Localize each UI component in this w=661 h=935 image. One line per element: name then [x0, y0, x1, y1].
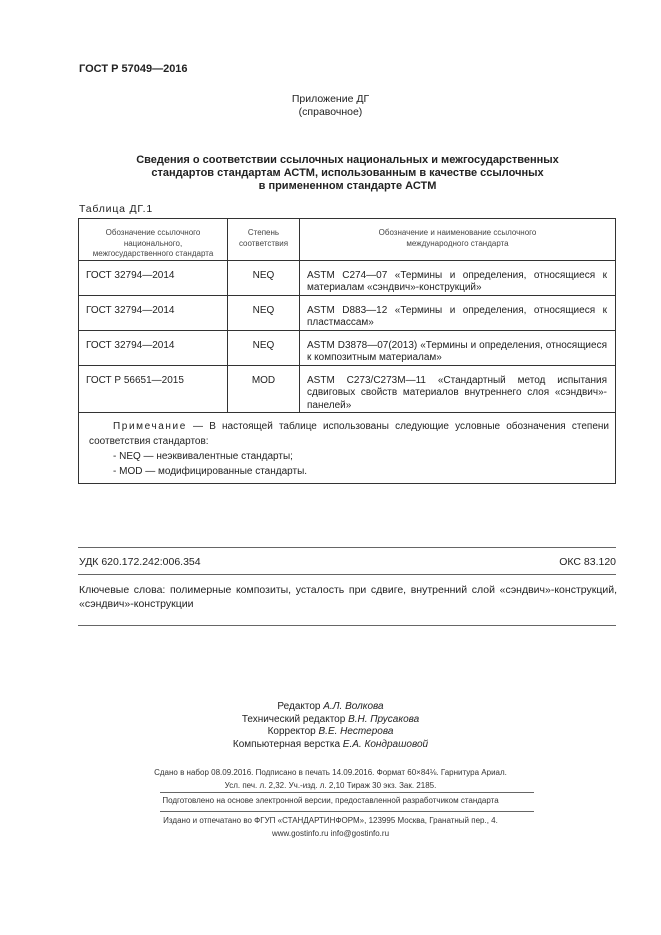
note-item: - NEQ — неэквивалентные стандарты;: [113, 451, 293, 462]
divider: [78, 625, 616, 626]
credit-line: Компьютерная верстка Е.А. Кондрашовой: [232, 738, 429, 750]
table-row: [79, 330, 616, 365]
cell-international: ASTM C273/C273M—11 «Стандартный метод испытания сдвиговых свойств материалов внутреннего слоя «сэндвич»-панелей»: [300, 365, 616, 413]
cell-national: ГОСТ 32794—2014: [79, 295, 228, 330]
divider: [160, 792, 534, 793]
credit-line: Редактор А.Л. Волкова: [277, 701, 384, 712]
table-caption: Таблица ДГ.1: [79, 203, 153, 215]
appendix-heading: [0, 93, 661, 119]
note-item: - MOD — модифицированные стандарты.: [113, 466, 308, 477]
oks-code: ОКС 83.120: [559, 556, 616, 568]
section-title: [110, 154, 585, 193]
correspondence-table: [78, 218, 616, 484]
cell-national: ГОСТ 32794—2014: [79, 260, 228, 295]
appendix-title: Приложение ДГ: [291, 93, 370, 105]
section-title-line: стандартов стандартам АСТМ, использованным в качестве ссылочных: [151, 167, 544, 179]
note-text: — В настоящей таблице использованы следующие условные обозначения степени соответствия стандартов:: [89, 421, 609, 447]
divider: [160, 811, 534, 812]
appendix-subtitle: (справочное): [298, 106, 363, 118]
section-title-line: Сведения о соответствии ссылочных национальных и межгосударственных: [136, 154, 559, 166]
credit-line: Корректор В.Е. Нестерова: [267, 726, 394, 737]
cell-degree: NEQ: [228, 295, 300, 330]
divider: [78, 547, 616, 548]
udk-code: УДК 620.172.242:006.354: [79, 556, 201, 568]
table-note: [79, 413, 616, 484]
table-row: [79, 365, 616, 413]
publisher-info: Издано и отпечатано во ФГУП «СТАНДАРТИНФОРМ», 123995 Москва, Гранатный пер., 4. www.gostinfo.ru info@gostinfo.ru: [163, 816, 498, 838]
section-title-line: в примененном стандарте АСТМ: [258, 180, 437, 192]
column-header-international: Обозначение и наименование ссылочного международного стандарта: [300, 219, 616, 261]
keywords: Ключевые слова: полимерные композиты, усталость при сдвиге, внутренний слой «сэндвич»-конструкций, «сэндвич»-конструкции: [79, 584, 617, 610]
cell-degree: NEQ: [228, 330, 300, 365]
table-row: [79, 260, 616, 295]
basis-note: Подготовлено на основе электронной версии, предоставленной разработчиком стандарта: [162, 796, 499, 805]
document-id: ГОСТ Р 57049—2016: [79, 63, 188, 75]
table-note-row: [79, 413, 616, 484]
credit-line: Технический редактор В.Н. Прусакова: [241, 713, 420, 725]
cell-international: ASTM D883—12 «Термины и определения, относящиеся к пластмассам»: [300, 295, 616, 330]
cell-national: ГОСТ 32794—2014: [79, 330, 228, 365]
table-header-row: [79, 219, 616, 261]
cell-degree: MOD: [228, 365, 300, 413]
editorial-credits: [0, 701, 661, 751]
column-header-national: Обозначение ссылочного национального, межгосударственного стандарта: [79, 219, 228, 261]
divider: [78, 574, 616, 575]
cell-degree: NEQ: [228, 260, 300, 295]
table-row: [79, 295, 616, 330]
note-label: Примечание: [113, 421, 187, 432]
cell-national: ГОСТ Р 56651—2015: [79, 365, 228, 413]
cell-international: ASTM D3878—07(2013) «Термины и определения, относящиеся к композитным материалам»: [300, 330, 616, 365]
column-header-degree: Степень соответствия: [228, 219, 300, 261]
print-info: Сдано в набор 08.09.2016. Подписано в печать 14.09.2016. Формат 60×84⅛. Гарнитура Ариал. Усл. печ. л. 2,32. Уч.-изд. л. 2,10 Тираж 30 экз. Зак. 2185.: [154, 768, 507, 790]
cell-international: ASTM C274—07 «Термины и определения, относящиеся к материалам «сэндвич»-конструкций»: [300, 260, 616, 295]
